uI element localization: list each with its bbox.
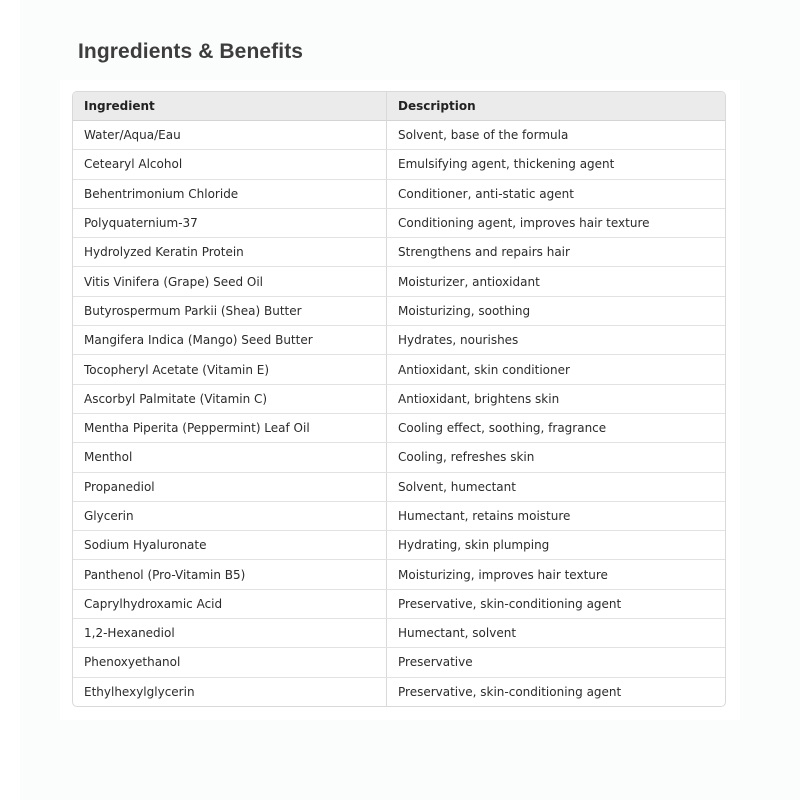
ingredient-cell: Ethylhexylglycerin [73, 678, 387, 706]
ingredient-cell: Mangifera Indica (Mango) Seed Butter [73, 326, 387, 355]
table-row [73, 238, 725, 267]
ingredient-cell: Water/Aqua/Eau [73, 121, 387, 150]
table-row [73, 355, 725, 384]
table-row [73, 619, 725, 648]
table-row [73, 150, 725, 179]
ingredient-cell: Glycerin [73, 502, 387, 531]
ingredient-cell: Ascorbyl Palmitate (Vitamin C) [73, 385, 387, 414]
description-cell: Cooling effect, soothing, fragrance [387, 414, 725, 443]
ingredients-table [72, 91, 726, 707]
description-cell: Strengthens and repairs hair [387, 238, 725, 267]
table-row [73, 531, 725, 560]
ingredient-cell: Butyrospermum Parkii (Shea) Butter [73, 297, 387, 326]
description-cell: Conditioning agent, improves hair texture [387, 209, 725, 238]
ingredient-cell: Cetearyl Alcohol [73, 150, 387, 179]
table-row [73, 443, 725, 472]
description-cell: Solvent, humectant [387, 473, 725, 502]
description-cell: Humectant, solvent [387, 619, 725, 648]
description-cell: Preservative, skin-conditioning agent [398, 684, 622, 699]
table-row [73, 414, 725, 443]
description-cell: Antioxidant, skin conditioner [387, 355, 725, 384]
table-row [73, 502, 725, 531]
table-row [73, 209, 725, 238]
ingredient-cell: Polyquaternium-37 [73, 209, 387, 238]
description-cell: Conditioner, anti-static agent [387, 180, 725, 209]
table-row [73, 473, 725, 502]
description-cell: Hydrates, nourishes [387, 326, 725, 355]
ingredient-cell: Mentha Piperita (Peppermint) Leaf Oil [73, 414, 387, 443]
description-cell: Moisturizing, soothing [387, 297, 725, 326]
description-cell: Emulsifying agent, thickening agent [387, 150, 725, 179]
table-row [73, 267, 725, 296]
description-cell: Humectant, retains moisture [387, 502, 725, 531]
table-row [73, 297, 725, 326]
description-cell: Moisturizing, improves hair texture [387, 560, 725, 589]
table-row [73, 590, 725, 619]
table-row [73, 326, 725, 355]
ingredient-cell: Hydrolyzed Keratin Protein [73, 238, 387, 267]
ingredient-cell: Behentrimonium Chloride [73, 180, 387, 209]
table-row [73, 678, 725, 706]
ingredient-cell: Tocopheryl Acetate (Vitamin E) [73, 355, 387, 384]
ingredient-cell: Vitis Vinifera (Grape) Seed Oil [73, 267, 387, 296]
ingredient-cell: Phenoxyethanol [73, 648, 387, 677]
column-header-ingredient: Ingredient [73, 92, 387, 121]
description-cell: Moisturizer, antioxidant [387, 267, 725, 296]
ingredient-cell: Propanediol [73, 473, 387, 502]
table-header-row [73, 92, 725, 121]
table-row [73, 648, 725, 677]
ingredient-cell: Panthenol (Pro-Vitamin B5) [73, 560, 387, 589]
description-cell: Preservative, skin-conditioning agent [387, 590, 725, 619]
table-row [73, 560, 725, 589]
description-cell: Solvent, base of the formula [387, 121, 725, 150]
page-title: Ingredients & Benefits [78, 40, 304, 63]
table-row [73, 121, 725, 150]
ingredient-cell: Caprylhydroxamic Acid [73, 590, 387, 619]
description-cell: Antioxidant, brightens skin [387, 385, 725, 414]
ingredient-cell: Sodium Hyaluronate [73, 531, 387, 560]
table-row [73, 180, 725, 209]
table-body [73, 121, 725, 706]
table-row [73, 385, 725, 414]
ingredient-cell: Menthol [73, 443, 387, 472]
description-cell: Preservative [387, 648, 725, 677]
ingredient-cell: 1,2-Hexanediol [73, 619, 387, 648]
column-header-description: Description [387, 92, 725, 121]
description-cell: Cooling, refreshes skin [387, 443, 725, 472]
description-cell: Hydrating, skin plumping [387, 531, 725, 560]
